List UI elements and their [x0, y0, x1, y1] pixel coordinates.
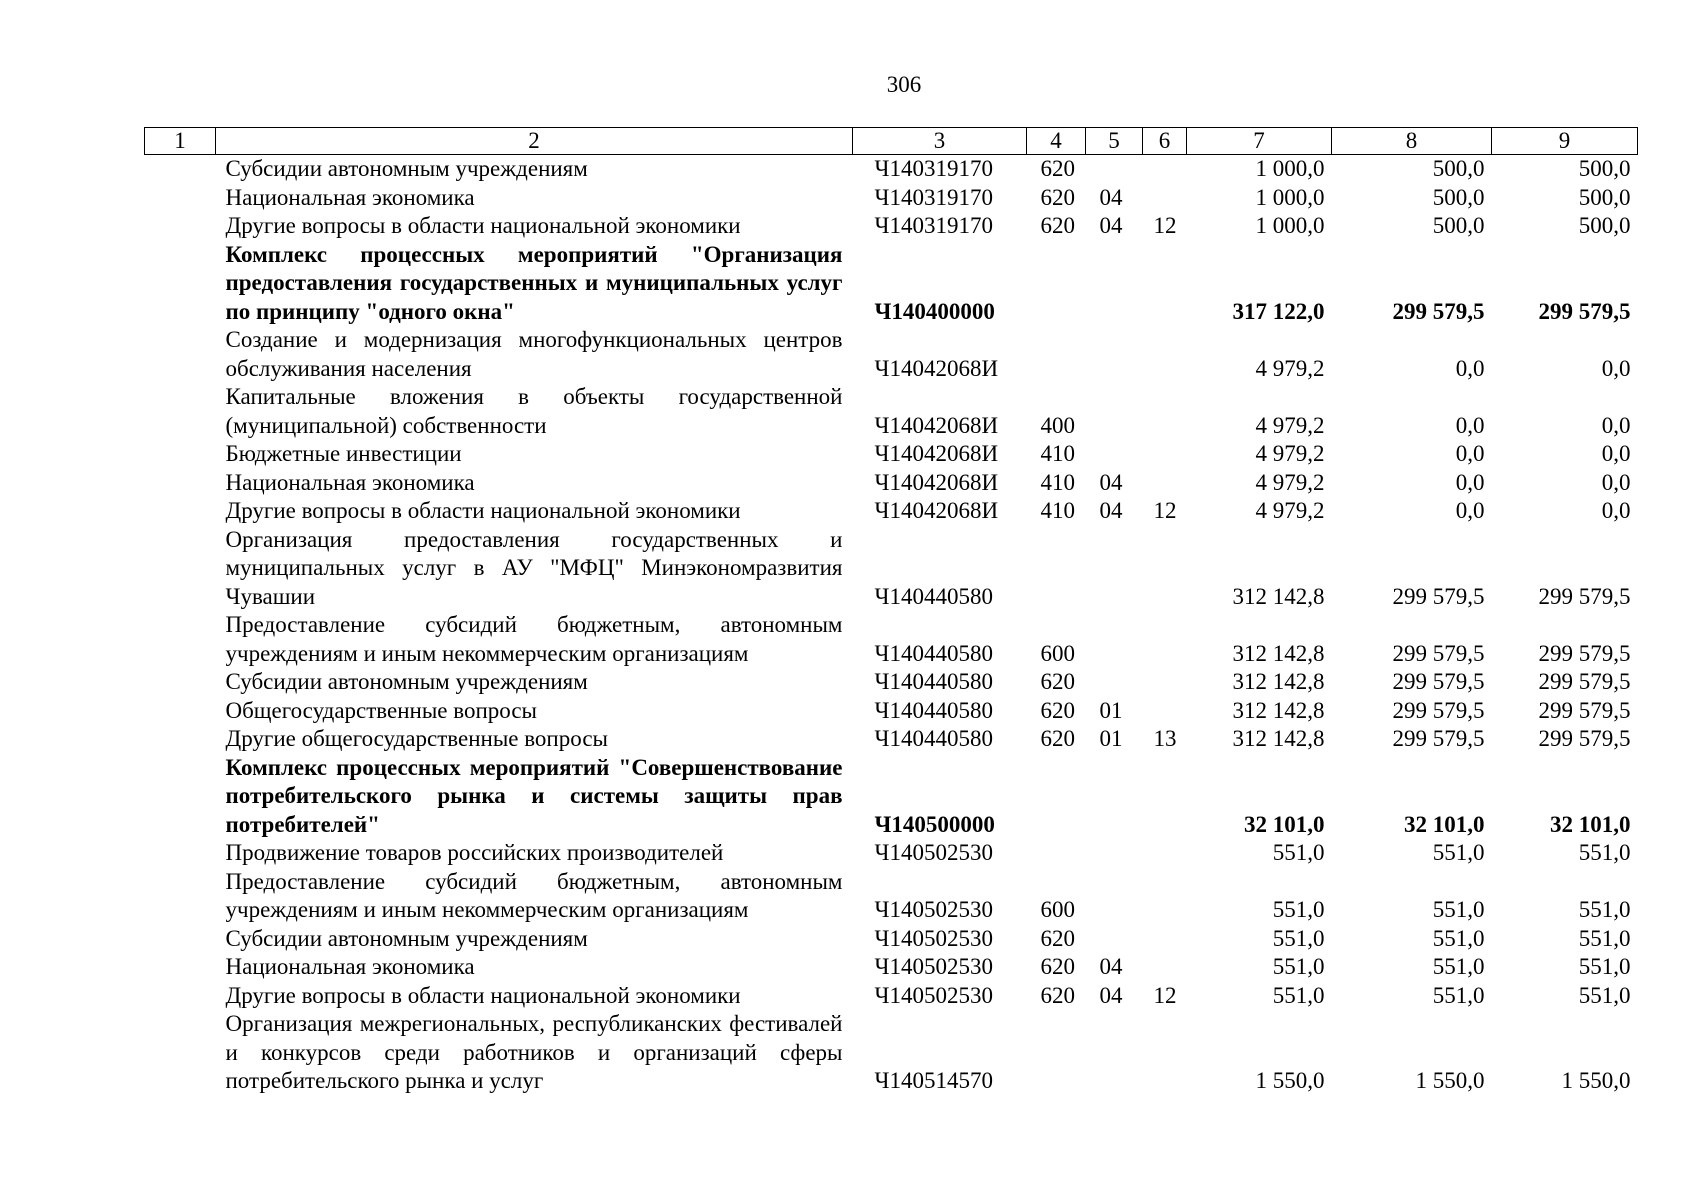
table-row [145, 326, 1638, 383]
row-value8-cell: 551,0 [1432, 925, 1485, 951]
row-value7-cell: 551,0 [1272, 982, 1325, 1008]
table-row [145, 697, 1638, 726]
table-row [145, 725, 1638, 754]
row-col5-cell: 04 [1099, 213, 1123, 238]
table-row [145, 184, 1638, 213]
row-col1-cell [145, 754, 216, 840]
row-code-cell: Ч14042068И [874, 469, 999, 495]
table-row [145, 839, 1638, 868]
row-name-cell: Субсидии автономным учреждениям [225, 156, 588, 181]
row-col5-cell: 01 [1099, 697, 1123, 723]
row-col4-cell: 620 [1040, 697, 1075, 723]
row-code-cell: Ч14042068И [874, 441, 999, 466]
row-value9-cell: 551,0 [1578, 840, 1631, 865]
row-code-cell: Ч140502530 [874, 840, 993, 865]
row-col6-cell [1143, 754, 1187, 840]
column-header-4: 4 [1027, 128, 1086, 155]
row-name-cell: Комплекс процессных мероприятий "Совершенствование потребительского рынка и системы защиты прав потребителей" [225, 754, 843, 837]
row-col6-cell [1143, 839, 1187, 868]
row-col1-cell [145, 611, 216, 668]
row-col4-cell: 620 [1040, 213, 1075, 238]
row-value9-cell: 0,0 [1601, 412, 1631, 438]
row-col6-cell: 12 [1153, 213, 1177, 238]
column-header-7: 7 [1187, 128, 1332, 155]
row-col6-cell: 12 [1153, 498, 1177, 523]
column-header-2: 2 [216, 128, 853, 155]
row-name-cell: Капитальные вложения в объекты государственной (муниципальной) собственности [225, 384, 843, 438]
table-body [145, 155, 1638, 1096]
row-name-cell: Предоставление субсидий бюджетным, автономным учреждениям и иным некоммерческим организациям [225, 868, 843, 922]
row-value9-cell: 500,0 [1578, 184, 1631, 210]
row-col4-cell: 600 [1040, 640, 1075, 666]
row-value7-cell: 317 122,0 [1232, 298, 1325, 324]
row-value8-cell: 551,0 [1432, 897, 1485, 922]
row-value7-cell: 32 101,0 [1244, 811, 1325, 837]
row-col4-cell [1027, 839, 1086, 868]
row-value8-cell: 299 579,5 [1392, 640, 1485, 666]
row-value7-cell: 1 000,0 [1255, 156, 1325, 181]
table-row [145, 155, 1638, 184]
row-col4-cell: 410 [1040, 441, 1075, 466]
row-col4-cell [1027, 326, 1086, 383]
row-name-cell: Другие вопросы в области национальной экономики [225, 213, 741, 238]
row-name-cell: Другие вопросы в области национальной экономики [225, 982, 741, 1008]
table-row [145, 668, 1638, 697]
row-col4-cell: 400 [1040, 412, 1075, 438]
row-value9-cell: 299 579,5 [1538, 583, 1631, 609]
row-value8-cell: 551,0 [1432, 840, 1485, 865]
row-col1-cell [145, 868, 216, 925]
row-value9-cell: 551,0 [1578, 925, 1631, 951]
row-name-cell: Комплекс процессных мероприятий "Организация предоставления государственных и муниципальных услуг по принципу "одного окна" [225, 241, 843, 324]
row-col5-cell [1086, 526, 1143, 612]
row-code-cell: Ч140440580 [874, 697, 993, 723]
table-section-row [145, 754, 1638, 840]
row-col5-cell [1086, 925, 1143, 954]
row-col4-cell: 620 [1040, 184, 1075, 210]
row-col5-cell [1086, 241, 1143, 327]
row-col6-cell [1143, 1010, 1187, 1096]
row-value9-cell: 0,0 [1601, 441, 1631, 466]
row-value8-cell: 0,0 [1455, 498, 1485, 523]
row-col6-cell [1143, 184, 1187, 213]
row-value8-cell: 500,0 [1432, 184, 1485, 210]
row-col1-cell [145, 839, 216, 868]
row-code-cell: Ч140319170 [874, 184, 993, 210]
row-code-cell: Ч14042068И [874, 355, 999, 381]
row-name-cell: Предоставление субсидий бюджетным, автономным учреждениям и иным некоммерческим организациям [225, 612, 843, 666]
table-row [145, 440, 1638, 469]
row-name-cell: Продвижение товаров российских производителей [225, 840, 724, 865]
row-value8-cell: 0,0 [1455, 441, 1485, 466]
row-code-cell: Ч140440580 [874, 583, 993, 609]
row-col5-cell [1086, 155, 1143, 184]
row-value9-cell: 299 579,5 [1538, 697, 1631, 723]
row-col5-cell [1086, 611, 1143, 668]
row-code-cell: Ч14042068И [874, 412, 999, 438]
row-value9-cell: 299 579,5 [1538, 640, 1631, 666]
row-col1-cell [145, 925, 216, 954]
row-col4-cell: 620 [1040, 156, 1075, 181]
row-value8-cell: 299 579,5 [1392, 583, 1485, 609]
row-name-cell: Организация предоставления государственных и муниципальных услуг в АУ "МФЦ" Минэкономразвития Чувашии [225, 526, 843, 609]
row-value9-cell: 551,0 [1578, 897, 1631, 922]
row-col4-cell: 600 [1040, 897, 1075, 922]
table-row [145, 982, 1638, 1011]
row-value9-cell: 299 579,5 [1538, 669, 1631, 694]
row-col5-cell [1086, 868, 1143, 925]
row-value8-cell: 0,0 [1455, 469, 1485, 495]
header-row [145, 128, 1638, 155]
row-value8-cell: 299 579,5 [1392, 298, 1485, 324]
row-value9-cell: 500,0 [1578, 213, 1631, 238]
row-col1-cell [145, 1010, 216, 1096]
row-col1-cell [145, 953, 216, 982]
row-col5-cell [1086, 383, 1143, 440]
row-value8-cell: 500,0 [1432, 213, 1485, 238]
row-col6-cell: 13 [1153, 726, 1177, 751]
row-value9-cell: 500,0 [1578, 156, 1631, 181]
row-name-cell: Бюджетные инвестиции [225, 441, 462, 466]
row-col5-cell: 01 [1099, 726, 1123, 751]
row-col5-cell [1086, 668, 1143, 697]
row-code-cell: Ч140500000 [874, 811, 995, 837]
row-col4-cell [1027, 526, 1086, 612]
column-header-9: 9 [1492, 128, 1638, 155]
row-col1-cell [145, 383, 216, 440]
row-col6-cell [1143, 697, 1187, 726]
row-value9-cell: 1 550,0 [1561, 1068, 1631, 1093]
table-row [145, 611, 1638, 668]
table-row [145, 925, 1638, 954]
row-col4-cell [1027, 241, 1086, 327]
row-value8-cell: 299 579,5 [1392, 726, 1485, 751]
row-value8-cell: 299 579,5 [1392, 697, 1485, 723]
row-col5-cell [1086, 839, 1143, 868]
row-col5-cell: 04 [1099, 982, 1123, 1008]
row-value7-cell: 312 142,8 [1232, 697, 1325, 723]
row-value8-cell: 299 579,5 [1392, 669, 1485, 694]
row-name-cell: Создание и модернизация многофункциональных центров обслуживания населения [225, 327, 843, 381]
row-value9-cell: 299 579,5 [1538, 298, 1631, 324]
column-header-5: 5 [1086, 128, 1143, 155]
row-col5-cell: 04 [1099, 184, 1123, 210]
row-value7-cell: 312 142,8 [1232, 669, 1325, 694]
row-code-cell: Ч140440580 [874, 669, 993, 694]
row-value8-cell: 32 101,0 [1404, 811, 1485, 837]
row-value7-cell: 4 979,2 [1255, 441, 1325, 466]
row-col4-cell: 410 [1040, 469, 1075, 495]
row-col5-cell [1086, 1010, 1143, 1096]
row-col1-cell [145, 326, 216, 383]
row-col1-cell [145, 241, 216, 327]
row-col1-cell [145, 725, 216, 754]
row-name-cell: Организация межрегиональных, республиканских фестивалей и конкурсов среди работников и организаций сферы потребительского рынка и услуг [225, 1011, 843, 1093]
row-name-cell: Субсидии автономным учреждениям [225, 669, 588, 694]
row-col1-cell [145, 184, 216, 213]
row-value7-cell: 551,0 [1272, 925, 1325, 951]
row-col6-cell [1143, 155, 1187, 184]
row-col6-cell [1143, 953, 1187, 982]
row-value8-cell: 0,0 [1455, 355, 1485, 381]
row-value7-cell: 312 142,8 [1232, 640, 1325, 666]
table-row [145, 953, 1638, 982]
row-value7-cell: 4 979,2 [1255, 469, 1325, 495]
row-value7-cell: 312 142,8 [1232, 726, 1325, 751]
row-col1-cell [145, 697, 216, 726]
row-value8-cell: 1 550,0 [1415, 1068, 1485, 1093]
row-name-cell: Национальная экономика [225, 469, 475, 495]
column-header-6: 6 [1143, 128, 1187, 155]
row-value7-cell: 551,0 [1272, 897, 1325, 922]
row-code-cell: Ч14042068И [874, 498, 999, 523]
row-col4-cell [1027, 1010, 1086, 1096]
row-value7-cell: 1 550,0 [1255, 1068, 1325, 1093]
row-col4-cell: 620 [1040, 669, 1075, 694]
row-code-cell: Ч140440580 [874, 726, 993, 751]
row-name-cell: Национальная экономика [225, 184, 475, 210]
row-name-cell: Национальная экономика [225, 954, 475, 979]
row-code-cell: Ч140502530 [874, 897, 993, 922]
row-col4-cell: 620 [1040, 726, 1075, 751]
row-col1-cell [145, 526, 216, 612]
row-col4-cell: 410 [1040, 498, 1075, 523]
row-value8-cell: 551,0 [1432, 954, 1485, 979]
row-col1-cell [145, 982, 216, 1011]
row-col6-cell [1143, 868, 1187, 925]
row-value9-cell: 0,0 [1601, 469, 1631, 495]
row-col4-cell: 620 [1040, 954, 1075, 979]
row-code-cell: Ч140319170 [874, 156, 993, 181]
row-value7-cell: 4 979,2 [1255, 355, 1325, 381]
table-row [145, 1010, 1638, 1096]
row-col5-cell: 04 [1099, 498, 1123, 523]
row-name-cell: Другие вопросы в области национальной экономики [225, 498, 741, 523]
row-value8-cell: 0,0 [1455, 412, 1485, 438]
row-col6-cell [1143, 925, 1187, 954]
row-value8-cell: 551,0 [1432, 982, 1485, 1008]
row-col6-cell [1143, 440, 1187, 469]
row-col4-cell [1027, 754, 1086, 840]
row-col6-cell [1143, 668, 1187, 697]
table-row [145, 497, 1638, 526]
row-col1-cell [145, 440, 216, 469]
row-value7-cell: 1 000,0 [1255, 184, 1325, 210]
row-code-cell: Ч140502530 [874, 925, 993, 951]
column-header-3: 3 [853, 128, 1027, 155]
table-row [145, 868, 1638, 925]
row-col6-cell [1143, 469, 1187, 498]
row-value9-cell: 0,0 [1601, 498, 1631, 523]
table-row [145, 383, 1638, 440]
row-value7-cell: 4 979,2 [1255, 498, 1325, 523]
row-col4-cell: 620 [1040, 982, 1075, 1008]
row-name-cell: Другие общегосударственные вопросы [225, 726, 608, 751]
table-header [145, 128, 1638, 155]
row-col6-cell [1143, 526, 1187, 612]
row-code-cell: Ч140319170 [874, 213, 993, 238]
row-col6-cell [1143, 241, 1187, 327]
row-col5-cell [1086, 440, 1143, 469]
page-number: 306 [886, 72, 922, 97]
row-code-cell: Ч140440580 [874, 640, 993, 666]
row-value9-cell: 551,0 [1578, 954, 1631, 979]
row-name-cell: Общегосударственные вопросы [225, 697, 537, 723]
table-row [145, 469, 1638, 498]
row-value9-cell: 299 579,5 [1538, 726, 1631, 751]
row-col1-cell [145, 668, 216, 697]
row-col1-cell [145, 469, 216, 498]
row-code-cell: Ч140502530 [874, 982, 993, 1008]
row-col6-cell [1143, 326, 1187, 383]
row-value7-cell: 1 000,0 [1255, 213, 1325, 238]
table-row [145, 212, 1638, 241]
row-value7-cell: 312 142,8 [1232, 583, 1325, 609]
row-value7-cell: 4 979,2 [1255, 412, 1325, 438]
row-code-cell: Ч140514570 [874, 1068, 993, 1093]
row-value9-cell: 0,0 [1601, 355, 1631, 381]
budget-table [144, 127, 1638, 1096]
row-col6-cell: 12 [1153, 982, 1177, 1008]
row-code-cell: Ч140400000 [874, 298, 995, 324]
row-col5-cell [1086, 754, 1143, 840]
row-value8-cell: 500,0 [1432, 156, 1485, 181]
row-col1-cell [145, 497, 216, 526]
row-code-cell: Ч140502530 [874, 954, 993, 979]
row-col5-cell [1086, 326, 1143, 383]
row-col6-cell [1143, 383, 1187, 440]
row-value7-cell: 551,0 [1272, 954, 1325, 979]
row-col5-cell: 04 [1099, 469, 1123, 495]
row-value9-cell: 551,0 [1578, 982, 1631, 1008]
row-col6-cell [1143, 611, 1187, 668]
row-col4-cell: 620 [1040, 925, 1075, 951]
column-header-8: 8 [1332, 128, 1492, 155]
row-col5-cell: 04 [1099, 954, 1123, 979]
row-value7-cell: 551,0 [1272, 840, 1325, 865]
row-value9-cell: 32 101,0 [1550, 811, 1631, 837]
column-header-1: 1 [145, 128, 216, 155]
table-row [145, 526, 1638, 612]
table-section-row [145, 241, 1638, 327]
row-col1-cell [145, 212, 216, 241]
row-name-cell: Субсидии автономным учреждениям [225, 925, 588, 951]
row-col1-cell [145, 155, 216, 184]
